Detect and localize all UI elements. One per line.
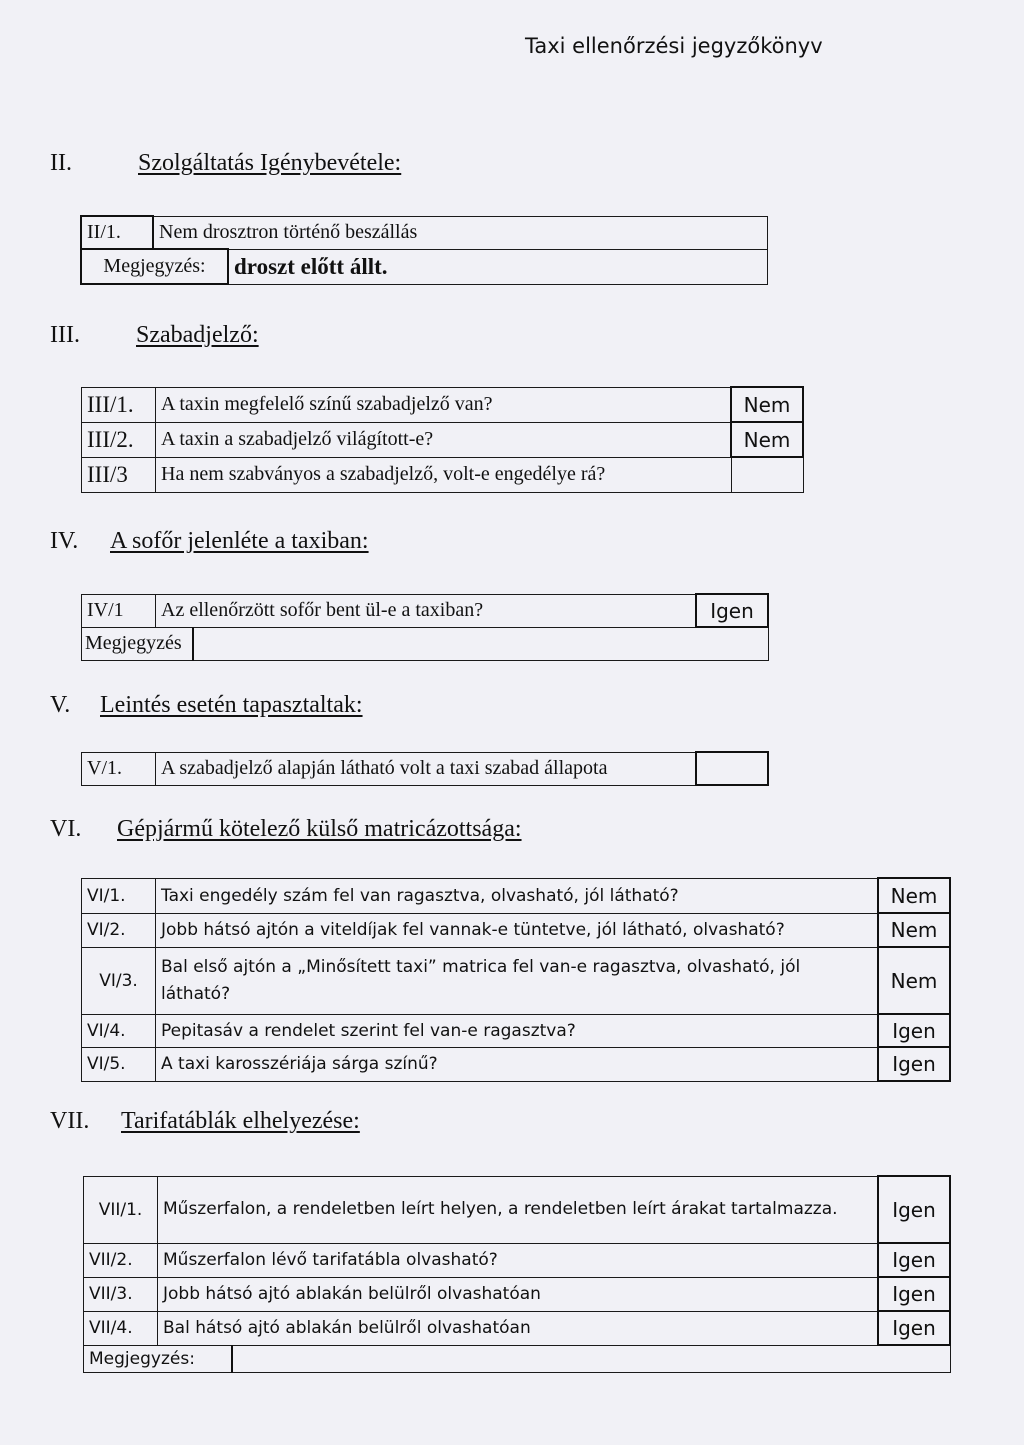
row-question: Bal első ajtón a „Minősített taxi” matrica fel van-e ragasztva, olvasható, jól látható? (156, 947, 879, 1014)
section-vi-heading (50, 816, 522, 843)
answer-cell: Igen (696, 594, 768, 627)
table-row (82, 627, 769, 660)
row-question: Jobb hátsó ajtón a viteldíjak fel vannak-e tüntetve, jól látható, olvasható? (156, 913, 879, 947)
row-question: A taxin megfelelő színű szabadjelző van? (156, 387, 732, 422)
row-question: Pepitasáv a rendelet szerint fel van-e ragasztva? (156, 1014, 879, 1047)
row-code: II/1. (81, 216, 153, 249)
section-number: III. (50, 322, 80, 348)
table-row (82, 947, 951, 1014)
table-row (84, 1345, 951, 1372)
row-question: Nem drosztron történő beszállás (153, 216, 768, 249)
section-number: VI. (50, 816, 82, 842)
row-question: A taxin a szabadjelző világított-e? (156, 422, 732, 457)
row-code: VII/3. (84, 1277, 158, 1311)
section-number: II. (50, 150, 72, 176)
row-question: Az ellenőrzött sofőr bent ül-e a taxiban? (156, 594, 697, 627)
section-title: Gépjármű kötelező külső matricázottsága: (117, 816, 522, 842)
row-code: VII/4. (84, 1311, 158, 1345)
note-label: Megjegyzés (82, 627, 193, 660)
answer-cell: Igen (878, 1311, 950, 1345)
row-question: Jobb hátsó ajtó ablakán belülről olvashatóan (158, 1277, 879, 1311)
section-ii-table (80, 215, 768, 285)
section-title: Leintés esetén tapasztaltak: (100, 692, 363, 718)
section-v-table (81, 751, 769, 786)
section-number: IV. (50, 528, 79, 554)
row-code: V/1. (82, 752, 156, 785)
answer-cell (696, 752, 768, 785)
answer-cell: Nem (878, 878, 950, 913)
note-value: droszt előtt állt. (228, 249, 768, 284)
section-iii-heading (50, 322, 259, 349)
table-row (82, 1014, 951, 1047)
row-code: VII/1. (84, 1176, 158, 1243)
row-code: VI/4. (82, 1014, 156, 1047)
row-code: IV/1 (82, 594, 156, 627)
table-row (82, 913, 951, 947)
answer-cell: Igen (878, 1176, 950, 1243)
row-question: Műszerfalon lévő tarifatábla olvasható? (158, 1243, 879, 1277)
row-code: III/2. (82, 422, 156, 457)
page-title: Taxi ellenőrzési jegyzőkönyv (525, 34, 823, 58)
answer-cell (731, 457, 803, 492)
note-label: Megjegyzés: (81, 249, 228, 284)
row-code: VI/3. (82, 947, 156, 1014)
table-row (84, 1277, 951, 1311)
section-title: Szabadjelző: (136, 322, 259, 348)
section-title: A sofőr jelenléte a taxiban: (110, 528, 369, 554)
table-row (82, 1047, 951, 1081)
row-code: VI/1. (82, 878, 156, 913)
table-row (82, 387, 804, 422)
row-code: III/3 (82, 457, 156, 492)
section-title: Tarifatáblák elhelyezése: (121, 1108, 360, 1134)
section-vii-table (83, 1175, 951, 1373)
section-vi-table (81, 877, 951, 1082)
answer-cell: Igen (878, 1047, 950, 1081)
row-code: III/1. (82, 387, 156, 422)
note-value (232, 1345, 951, 1372)
row-question: A taxi karosszériája sárga színű? (156, 1047, 879, 1081)
section-number: VII. (50, 1108, 90, 1134)
note-label: Megjegyzés: (84, 1345, 232, 1372)
table-row (82, 457, 804, 492)
answer-cell: Nem (878, 913, 950, 947)
row-question: Taxi engedély szám fel van ragasztva, olvasható, jól látható? (156, 878, 879, 913)
row-question: Ha nem szabványos a szabadjelző, volt-e engedélye rá? (156, 457, 732, 492)
answer-cell: Igen (878, 1277, 950, 1311)
section-number: V. (50, 692, 71, 718)
answer-cell: Nem (878, 947, 950, 1014)
table-row (84, 1176, 951, 1243)
answer-cell: Nem (731, 387, 803, 422)
row-question: Bal hátsó ajtó ablakán belülről olvashatóan (158, 1311, 879, 1345)
row-code: VI/5. (82, 1047, 156, 1081)
note-value (193, 627, 769, 660)
row-code: VI/2. (82, 913, 156, 947)
section-ii-heading (50, 150, 401, 177)
section-iv-table (81, 593, 769, 661)
table-row (82, 878, 951, 913)
answer-cell: Igen (878, 1243, 950, 1277)
row-question: A szabadjelző alapján látható volt a taxi szabad állapota (156, 752, 697, 785)
answer-cell: Igen (878, 1014, 950, 1047)
table-row (82, 594, 769, 627)
section-v-heading (50, 692, 363, 719)
answer-cell: Nem (731, 422, 803, 457)
table-row (84, 1243, 951, 1277)
row-question: Műszerfalon, a rendeletben leírt helyen, a rendeletben leírt árakat tartalmazza. (158, 1176, 879, 1243)
table-row (82, 422, 804, 457)
section-vii-heading (50, 1108, 360, 1135)
section-title: Szolgáltatás Igénybevétele: (138, 150, 402, 176)
row-code: VII/2. (84, 1243, 158, 1277)
table-row (82, 752, 769, 785)
table-row (84, 1311, 951, 1345)
section-iv-heading (50, 528, 369, 555)
section-iii-table (81, 386, 804, 493)
